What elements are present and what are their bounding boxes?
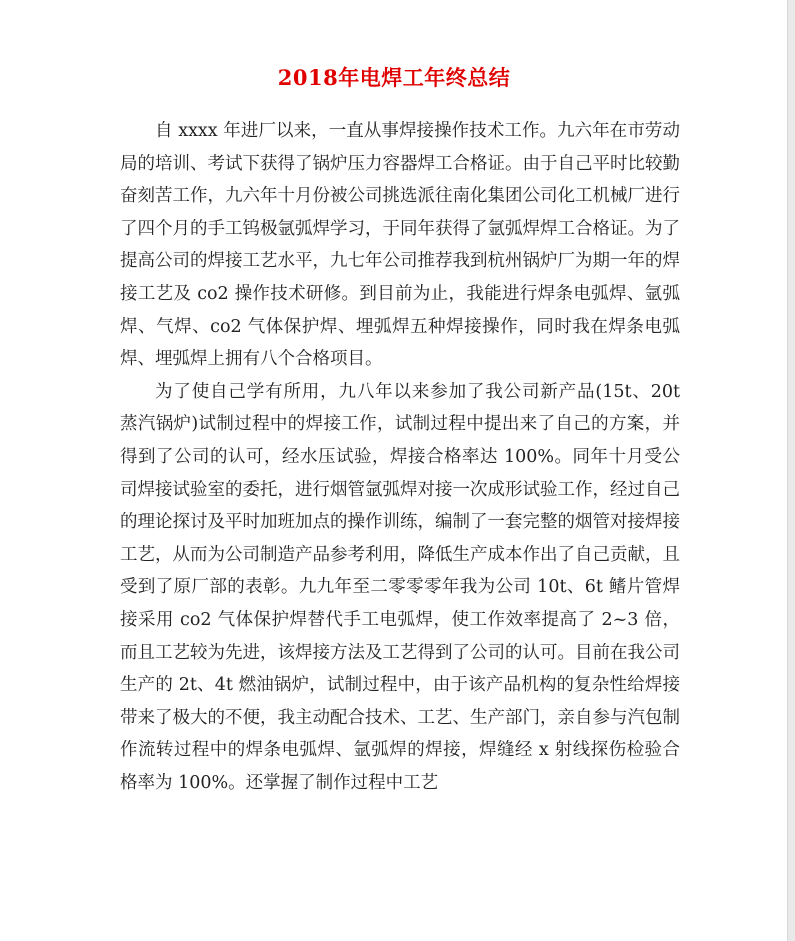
paragraph-2: 为了使自己学有所用，九八年以来参加了我公司新产品(15t、20t 蒸汽锅炉)试制过程中的焊接工作，试制过程中提出来了自己的方案，并得到了公司的认可，经水压试验，焊接合格率达 100%。同年十月受公司焊接试验室的委托，进行烟管氩弧焊对接一次成形试验工作，经过自己的理论探讨及平时加班加点的操作训练，编制了一套完整的烟管对接焊接工艺，从而为公司制造产品参考利用，降低生产成本作出了自己贡献，且受到了原厂部的表彰。九九年至二零零零年我为公司 10t、6t 鳍片管焊接采用 co2 气体保护焊替代手工电弧焊，使工作效率提高了 2~3 倍，而且工艺较为先进，该焊接方法及工艺得到了公司的认可。目前在我公司生产的 2t、4t 燃油锅炉，试制过程中，由于该产品机构的复杂性给焊接带来了极大的不便，我主动配合技术、工艺、生产部门，亲自参与汽包制作流转过程中的焊条电弧焊、氩弧焊的焊接，焊缝经 x 射线探伤检验合格率为 100%。还掌握了制作过程中工艺 — [120, 381, 680, 793]
paragraph-1: 自 xxxx 年进厂以来，一直从事焊接操作技术工作。九六年在市劳动局的培训、考试下获得了锅炉压力容器焊工合格证。由于自己平时比较勤奋刻苦工作，九六年十月份被公司挑选派往南化集团公司化工机械厂进行了四个月的手工钨极氩弧焊学习，于同年获得了氩弧焊焊工合格证。为了提高公司的焊接工艺水平，九七年公司推荐我到杭州锅炉厂为期一年的焊接工艺及 co2 操作技术研修。到目前为止，我能进行焊条电弧焊、氩弧焊、气焊、co2 气体保护焊、埋弧焊五种焊接操作，同时我在焊条电弧焊、埋弧焊上拥有八个合格项目。 — [120, 121, 680, 370]
document-title: 2018年电焊工年终总结 — [277, 65, 511, 90]
document-body — [120, 115, 680, 799]
